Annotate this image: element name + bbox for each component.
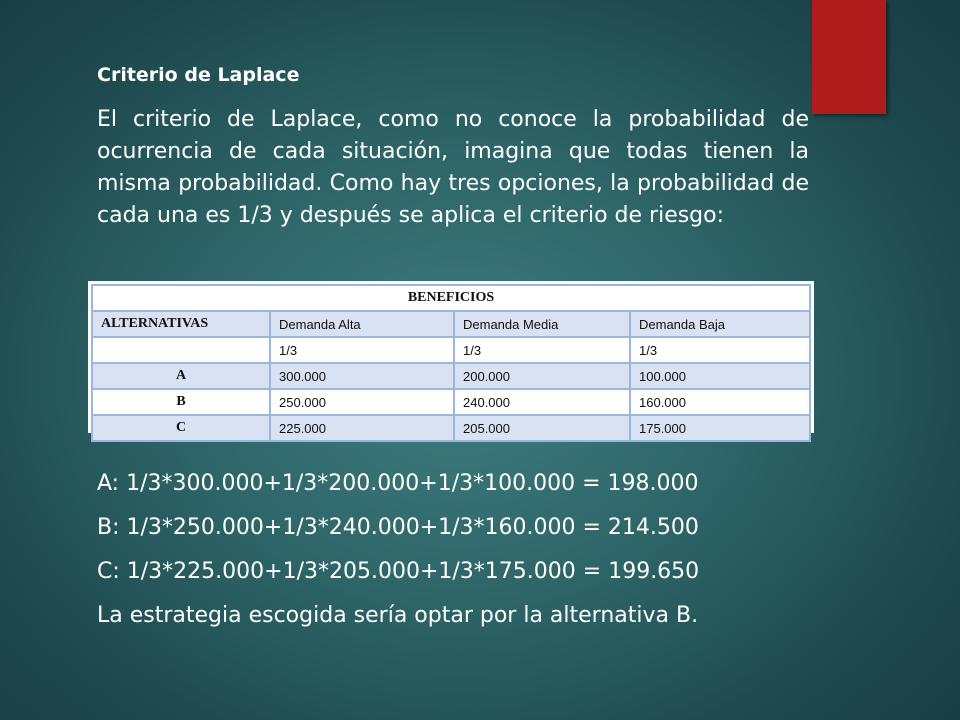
table-cell: 1/3 <box>270 337 454 363</box>
table-cell: 300.000 <box>270 363 454 389</box>
table-header-cell: Demanda Media <box>454 311 630 337</box>
table-cell: 1/3 <box>630 337 810 363</box>
result-line-b: B: 1/3*250.000+1/3*240.000+1/3*160.000 = 214.500 <box>97 515 699 540</box>
table-cell: 160.000 <box>630 389 810 415</box>
table-cell: 205.000 <box>454 415 630 441</box>
row-label: C <box>92 415 270 441</box>
slide-text <box>97 64 809 232</box>
conclusion-line: La estrategia escogida sería optar por la alternativa B. <box>97 603 699 628</box>
slide-heading: Criterio de Laplace <box>97 64 300 86</box>
table-row <box>92 363 810 389</box>
table-cell: 175.000 <box>630 415 810 441</box>
table-cell: 1/3 <box>454 337 630 363</box>
table-header-row <box>92 311 810 337</box>
probability-row <box>92 337 810 363</box>
table-header-cell: ALTERNATIVAS <box>92 311 270 337</box>
result-line-c: C: 1/3*225.000+1/3*205.000+1/3*175.000 = 199.650 <box>97 559 700 584</box>
red-accent-bar <box>812 0 886 114</box>
table-row <box>92 415 810 441</box>
table-title-row <box>92 285 810 311</box>
table-header-cell: Demanda Baja <box>630 311 810 337</box>
calculation-results <box>97 462 837 638</box>
table-cell <box>92 337 270 363</box>
table-cell: 250.000 <box>270 389 454 415</box>
result-line-a: A: 1/3*300.000+1/3*200.000+1/3*100.000 = 198.000 <box>97 471 699 496</box>
table-row <box>92 389 810 415</box>
table-header-cell: Demanda Alta <box>270 311 454 337</box>
benefits-table-container <box>88 281 814 436</box>
table-cell: 240.000 <box>454 389 630 415</box>
row-label: B <box>92 389 270 415</box>
slide-paragraph: El criterio de Laplace, como no conoce la probabilidad de ocurrencia de cada situación, imagina que todas tienen la misma probabilidad. Como hay tres opciones, la probabilidad de cada una es 1/3 y después se aplica el criterio de riesgo: <box>97 106 809 228</box>
table-cell: 200.000 <box>454 363 630 389</box>
table-cell: 225.000 <box>270 415 454 441</box>
table-cell: 100.000 <box>630 363 810 389</box>
table-title: BENEFICIOS <box>92 285 810 311</box>
benefits-table <box>91 284 811 442</box>
row-label: A <box>92 363 270 389</box>
